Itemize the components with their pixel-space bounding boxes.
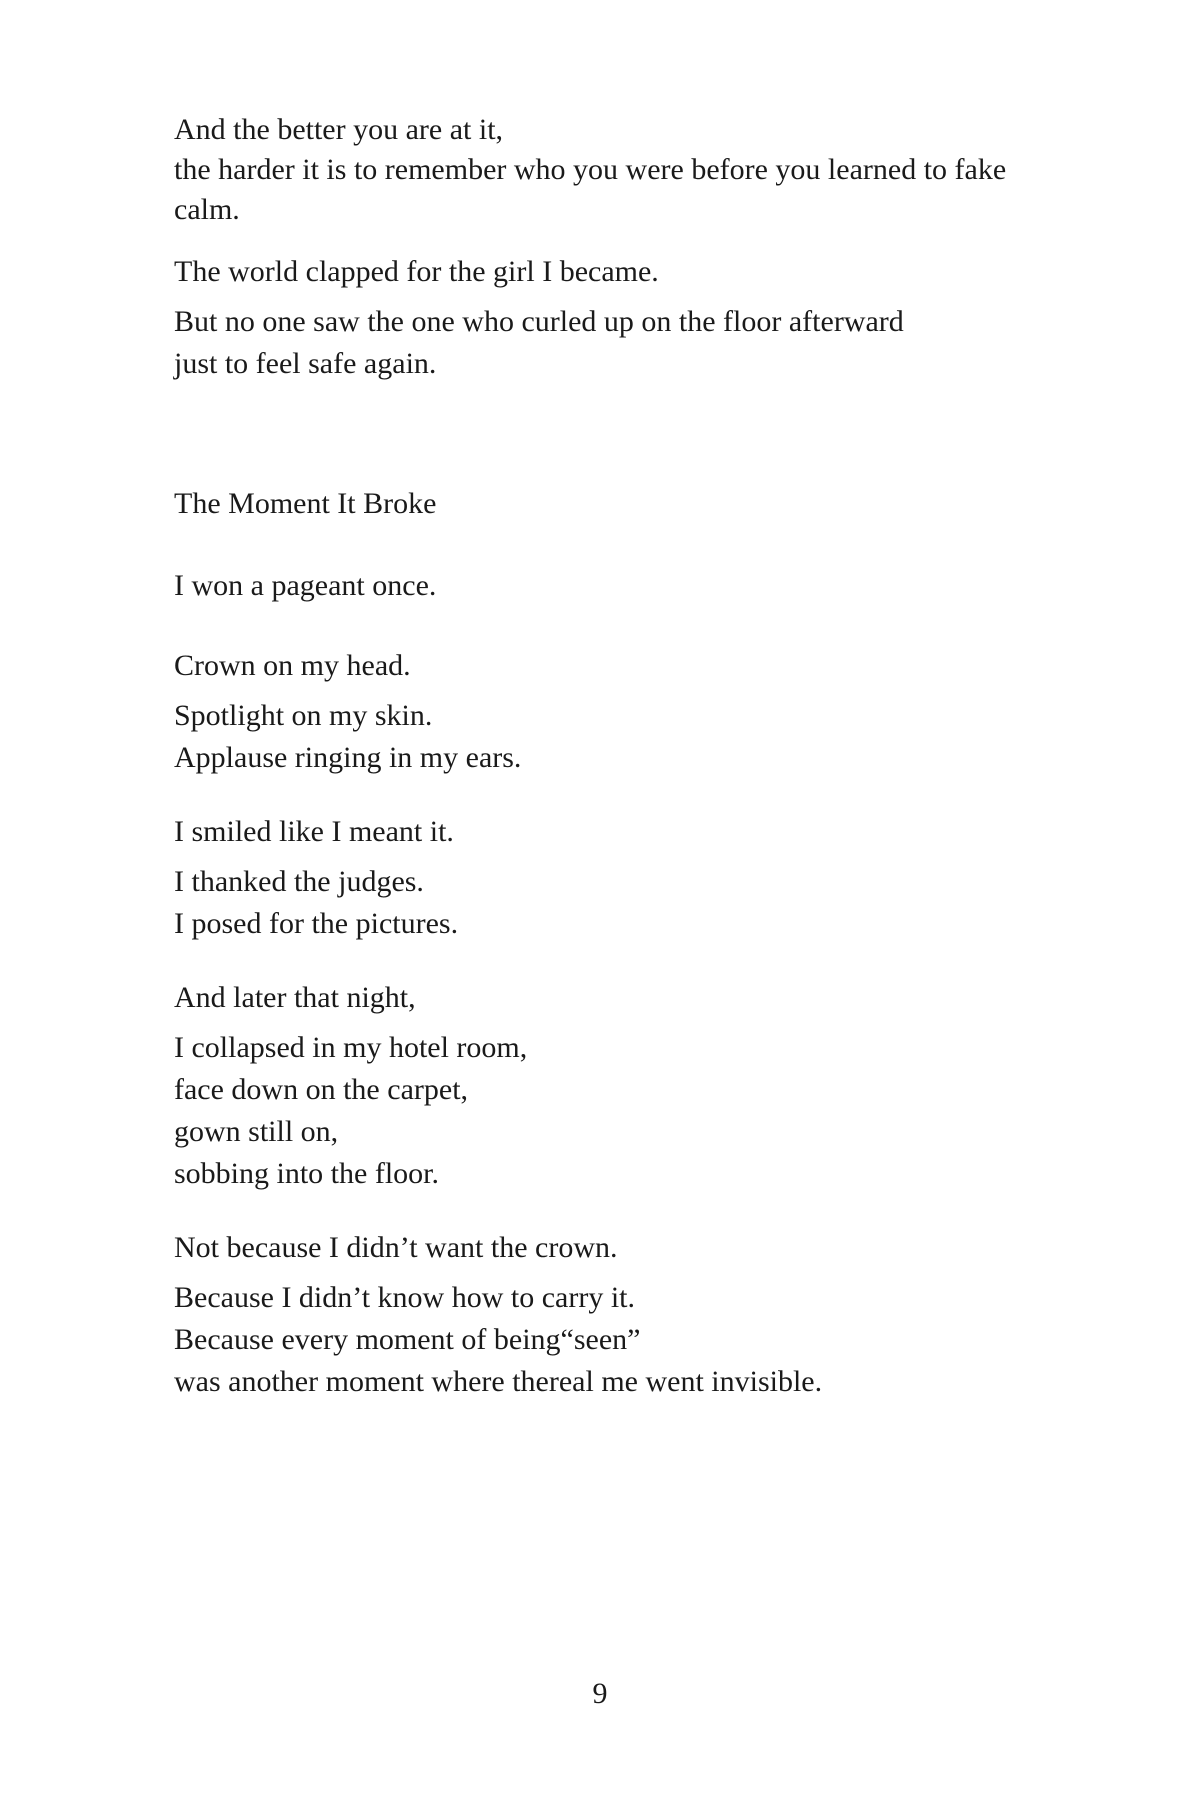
text-line: gown still on,: [174, 1115, 339, 1148]
text-line: calm.: [174, 193, 240, 226]
text-line: just to feel safe again.: [174, 347, 437, 380]
section-title: The Moment It Broke: [174, 487, 437, 520]
text-line: I smiled like I meant it.: [174, 815, 454, 848]
page-number: 9: [592, 1677, 608, 1710]
text-line: Crown on my head.: [174, 649, 411, 682]
text-line: was another moment where thereal me went invisible.: [174, 1365, 823, 1398]
text-line: And later that night,: [174, 981, 416, 1014]
text-line: I posed for the pictures.: [174, 907, 459, 940]
text-line: I won a pageant once.: [174, 569, 437, 602]
text-line: I thanked the judges.: [174, 865, 424, 898]
text-line: I collapsed in my hotel room,: [174, 1031, 528, 1064]
text-line: And the better you are at it,: [174, 113, 504, 146]
text-line: But no one saw the one who curled up on the floor afterward: [174, 305, 904, 338]
text-line: Not because I didn’t want the crown.: [174, 1231, 618, 1264]
text-line: Spotlight on my skin.: [174, 699, 433, 732]
text-line: the harder it is to remember who you were before you learned to fake: [174, 153, 1007, 186]
text-line: Because every moment of being“seen”: [174, 1323, 641, 1356]
text-line: Applause ringing in my ears.: [174, 741, 522, 774]
text-line: face down on the carpet,: [174, 1073, 469, 1106]
text-line: The world clapped for the girl I became.: [174, 255, 659, 288]
text-line: sobbing into the floor.: [174, 1157, 439, 1190]
text-line: Because I didn’t know how to carry it.: [174, 1281, 636, 1314]
